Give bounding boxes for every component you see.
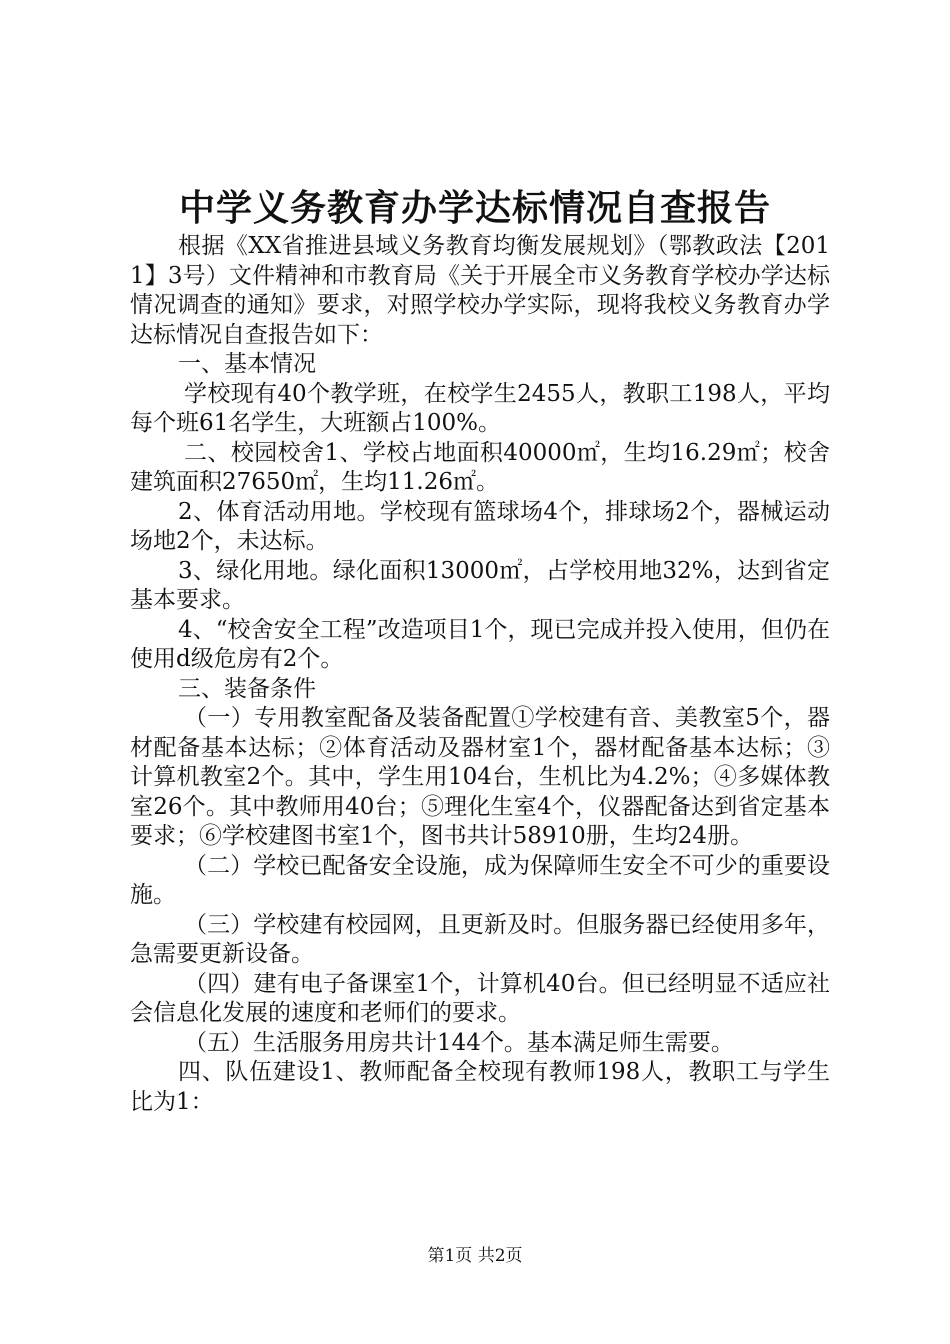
- paragraph: （一）专用教室配备及装备配置①学校建有音、美教室5个，器材配备基本达标；②体育活动及器材室1个，器材配备基本达标；③计算机教室2个。其中，学生用104台，生机比为4.2%；④多媒体教室26个。其中教师用40台；⑤理化生室4个，仪器配备达到省定基本要求；⑥学校建图书室1个，图书共计58910册，生均24册。: [130, 705, 830, 849]
- paragraph: 一、基本情况: [178, 351, 316, 377]
- paragraph: 学校现有40个教学班，在校学生2455人，教职工198人，平均每个班61名学生，大班额占100%。: [130, 380, 830, 436]
- paragraph: （三）学校建有校园网，且更新及时。但服务器已经使用多年，急需要更新设备。: [130, 911, 830, 967]
- document-body: [130, 232, 830, 1117]
- paragraph: 2、体育活动用地。学校现有篮球场4个，排球场2个，器械运动场地2个，未达标。: [130, 498, 830, 554]
- paragraph: （二）学校已配备安全设施，成为保障师生安全不可少的重要设施。: [130, 852, 830, 908]
- page-title: 中学义务教育办学达标情况自查报告: [178, 188, 771, 229]
- page-number: 第1页 共2页: [427, 1246, 523, 1266]
- paragraph: 根据《XX省推进县域义务教育均衡发展规划》（鄂教政法【2011】3号）文件精神和市教育局《关于开展全市义务教育学校办学达标情况调查的通知》要求，对照学校办学实际，现将我校义务教育办学达标情况自查报告如下：: [130, 233, 830, 348]
- paragraph: 4、“校舍安全工程”改造项目1个，现已完成并投入使用，但仍在使用d级危房有2个。: [130, 616, 830, 672]
- paragraph: 三、装备条件: [178, 675, 316, 702]
- paragraph: 二、校园校舍1、学校占地面积40000㎡，生均16.29㎡；校舍建筑面积27650㎡，生均11.26㎡。: [130, 439, 830, 495]
- paragraph: 四、队伍建设1、教师配备全校现有教师198人，教职工与学生比为1：: [130, 1059, 830, 1115]
- paragraph: 3、绿化用地。绿化面积13000㎡，占学校用地32%，达到省定基本要求。: [130, 557, 830, 613]
- paragraph: （五）生活服务用房共计144个。基本满足师生需要。: [184, 1029, 734, 1056]
- paragraph: （四）建有电子备课室1个，计算机40台。但已经明显不适应社会信息化发展的速度和老师们的要求。: [130, 970, 830, 1026]
